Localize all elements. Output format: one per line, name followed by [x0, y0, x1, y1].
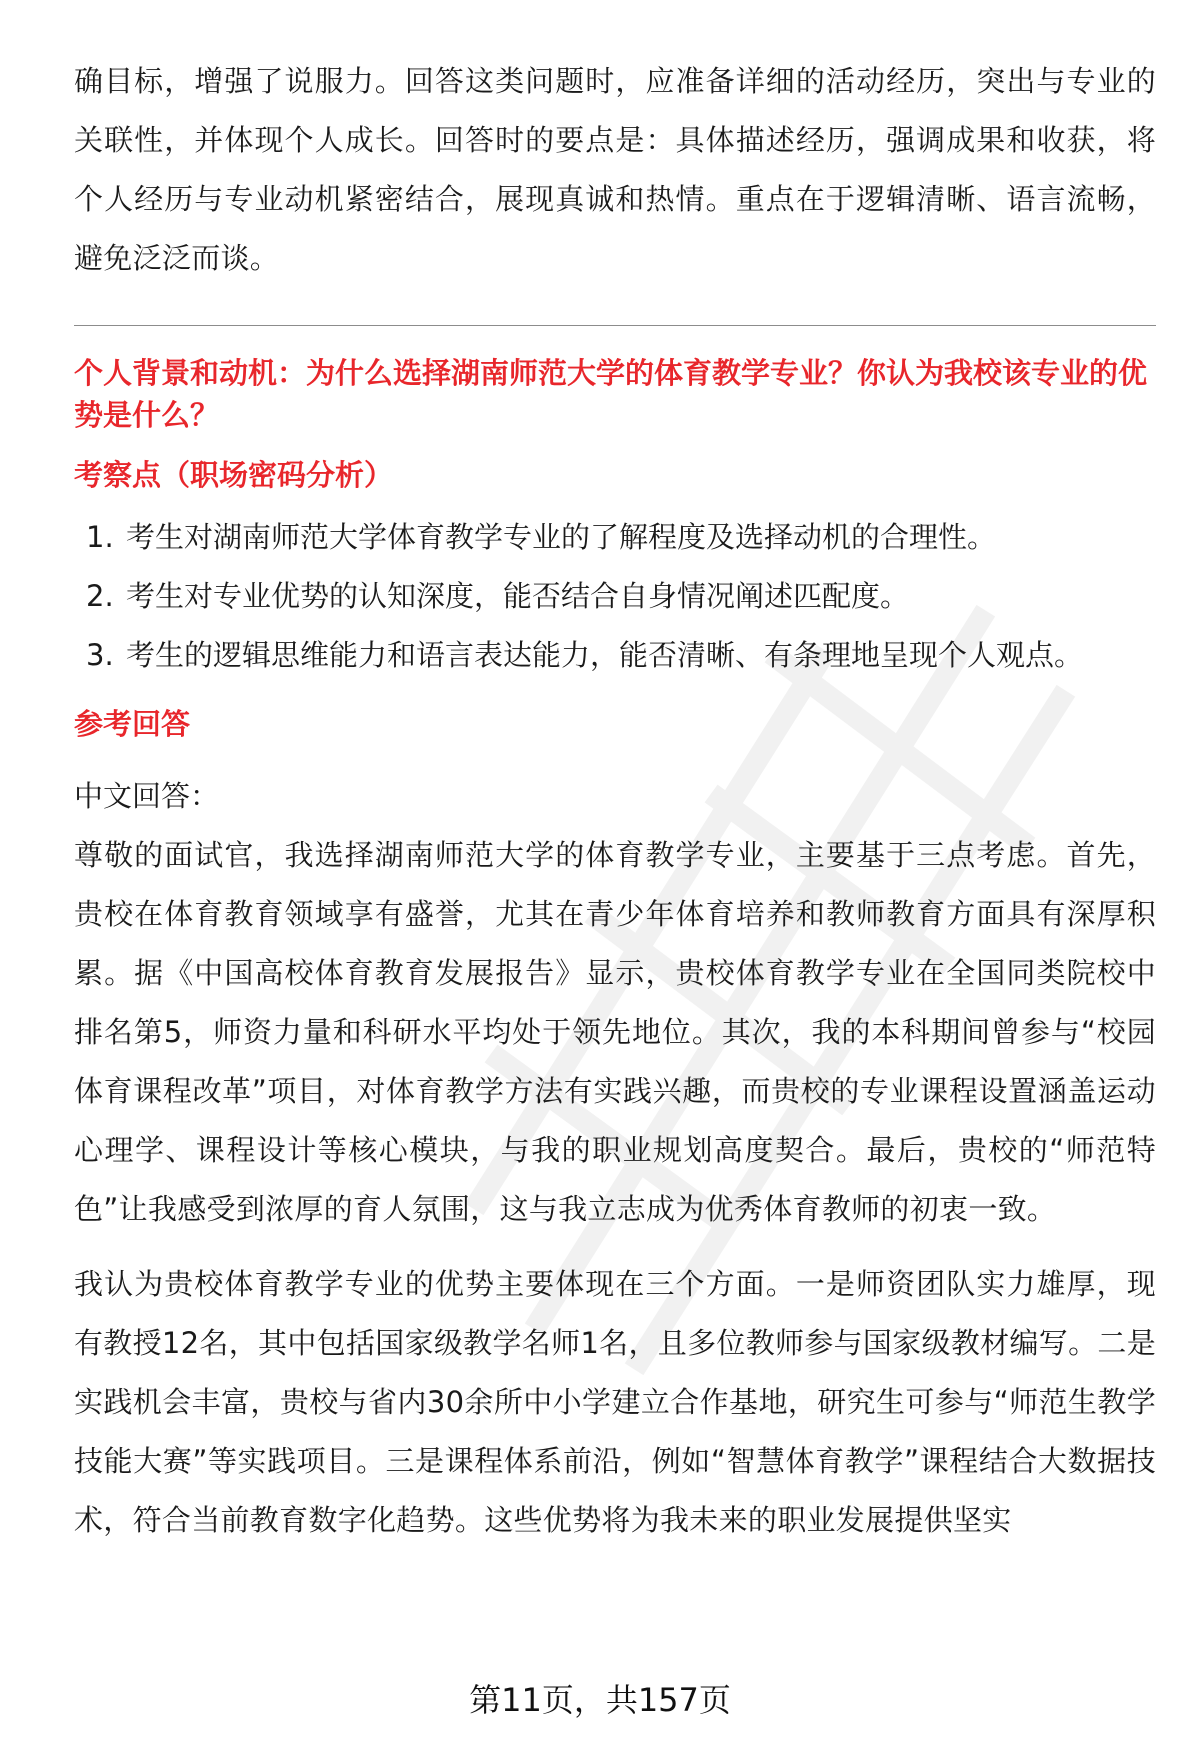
answer-language-label: 中文回答：: [74, 779, 220, 813]
list-item: [74, 508, 1156, 567]
assessment-points-list: [74, 508, 1156, 685]
intro-paragraph: 确目标，增强了说服力。回答这类问题时，应准备详细的活动经历，突出与专业的关联性，并体现个人成长。回答时的要点是：具体描述经历，强调成果和收获，将个人经历与专业动机紧密结合，展现真诚和热情。重点在于逻辑清晰、语言流畅，避免泛泛而谈。: [74, 64, 1156, 275]
page-number-footer: 第11页，共157页: [469, 1681, 731, 1719]
answer-paragraph-2: 我认为贵校体育教学专业的优势主要体现在三个方面。一是师资团队实力雄厚，现有教授12名，其中包括国家级教学名师1名，且多位教师参与国家级教材编写。二是实践机会丰富，贵校与省内30余所中小学建立合作基地，研究生可参与“师范生教学技能大赛”等实践项目。三是课程体系前沿，例如“智慧体育教学”课程结合大数据技术，符合当前教育数字化趋势。这些优势将为我未来的职业发展提供坚实: [74, 1267, 1156, 1537]
answer-paragraph-1: 尊敬的面试官，我选择湖南师范大学的体育教学专业，主要基于三点考虑。首先，贵校在体育教育领域享有盛誉，尤其在青少年体育培养和教师教育方面具有深厚积累。据《中国高校体育教育发展报告》显示，贵校体育教学专业在全国同类院校中排名第5，师资力量和科研水平均处于领先地位。其次，我的本科期间曾参与“校园体育课程改革”项目，对体育教学方法有实践兴趣，而贵校的专业课程设置涵盖运动心理学、课程设计等核心模块，与我的职业规划高度契合。最后，贵校的“师范特色”让我感受到浓厚的育人氛围，这与我立志成为优秀体育教师的初衷一致。: [74, 838, 1156, 1226]
list-item: [74, 567, 1156, 626]
list-item: [74, 626, 1156, 685]
page-content: [74, 52, 1156, 1550]
list-item-text: 考生的逻辑思维能力和语言表达能力，能否清晰、有条理地呈现个人观点。: [126, 638, 1084, 672]
question-heading: 个人背景和动机：为什么选择湖南师范大学的体育教学专业？你认为我校该专业的优势是什么？: [74, 356, 1148, 432]
list-item-number: 1.: [86, 520, 114, 554]
section-divider: [74, 325, 1156, 326]
list-item-number: 2.: [86, 579, 114, 613]
list-item-number: 3.: [86, 638, 114, 672]
points-heading: 考察点（职场密码分析）: [74, 458, 394, 492]
answer-heading: 参考回答: [74, 707, 191, 741]
list-item-text: 考生对湖南师范大学体育教学专业的了解程度及选择动机的合理性。: [126, 520, 997, 554]
paragraph-gap: [74, 1239, 1156, 1255]
list-item-text: 考生对专业优势的认知深度，能否结合自身情况阐述匹配度。: [126, 579, 910, 613]
